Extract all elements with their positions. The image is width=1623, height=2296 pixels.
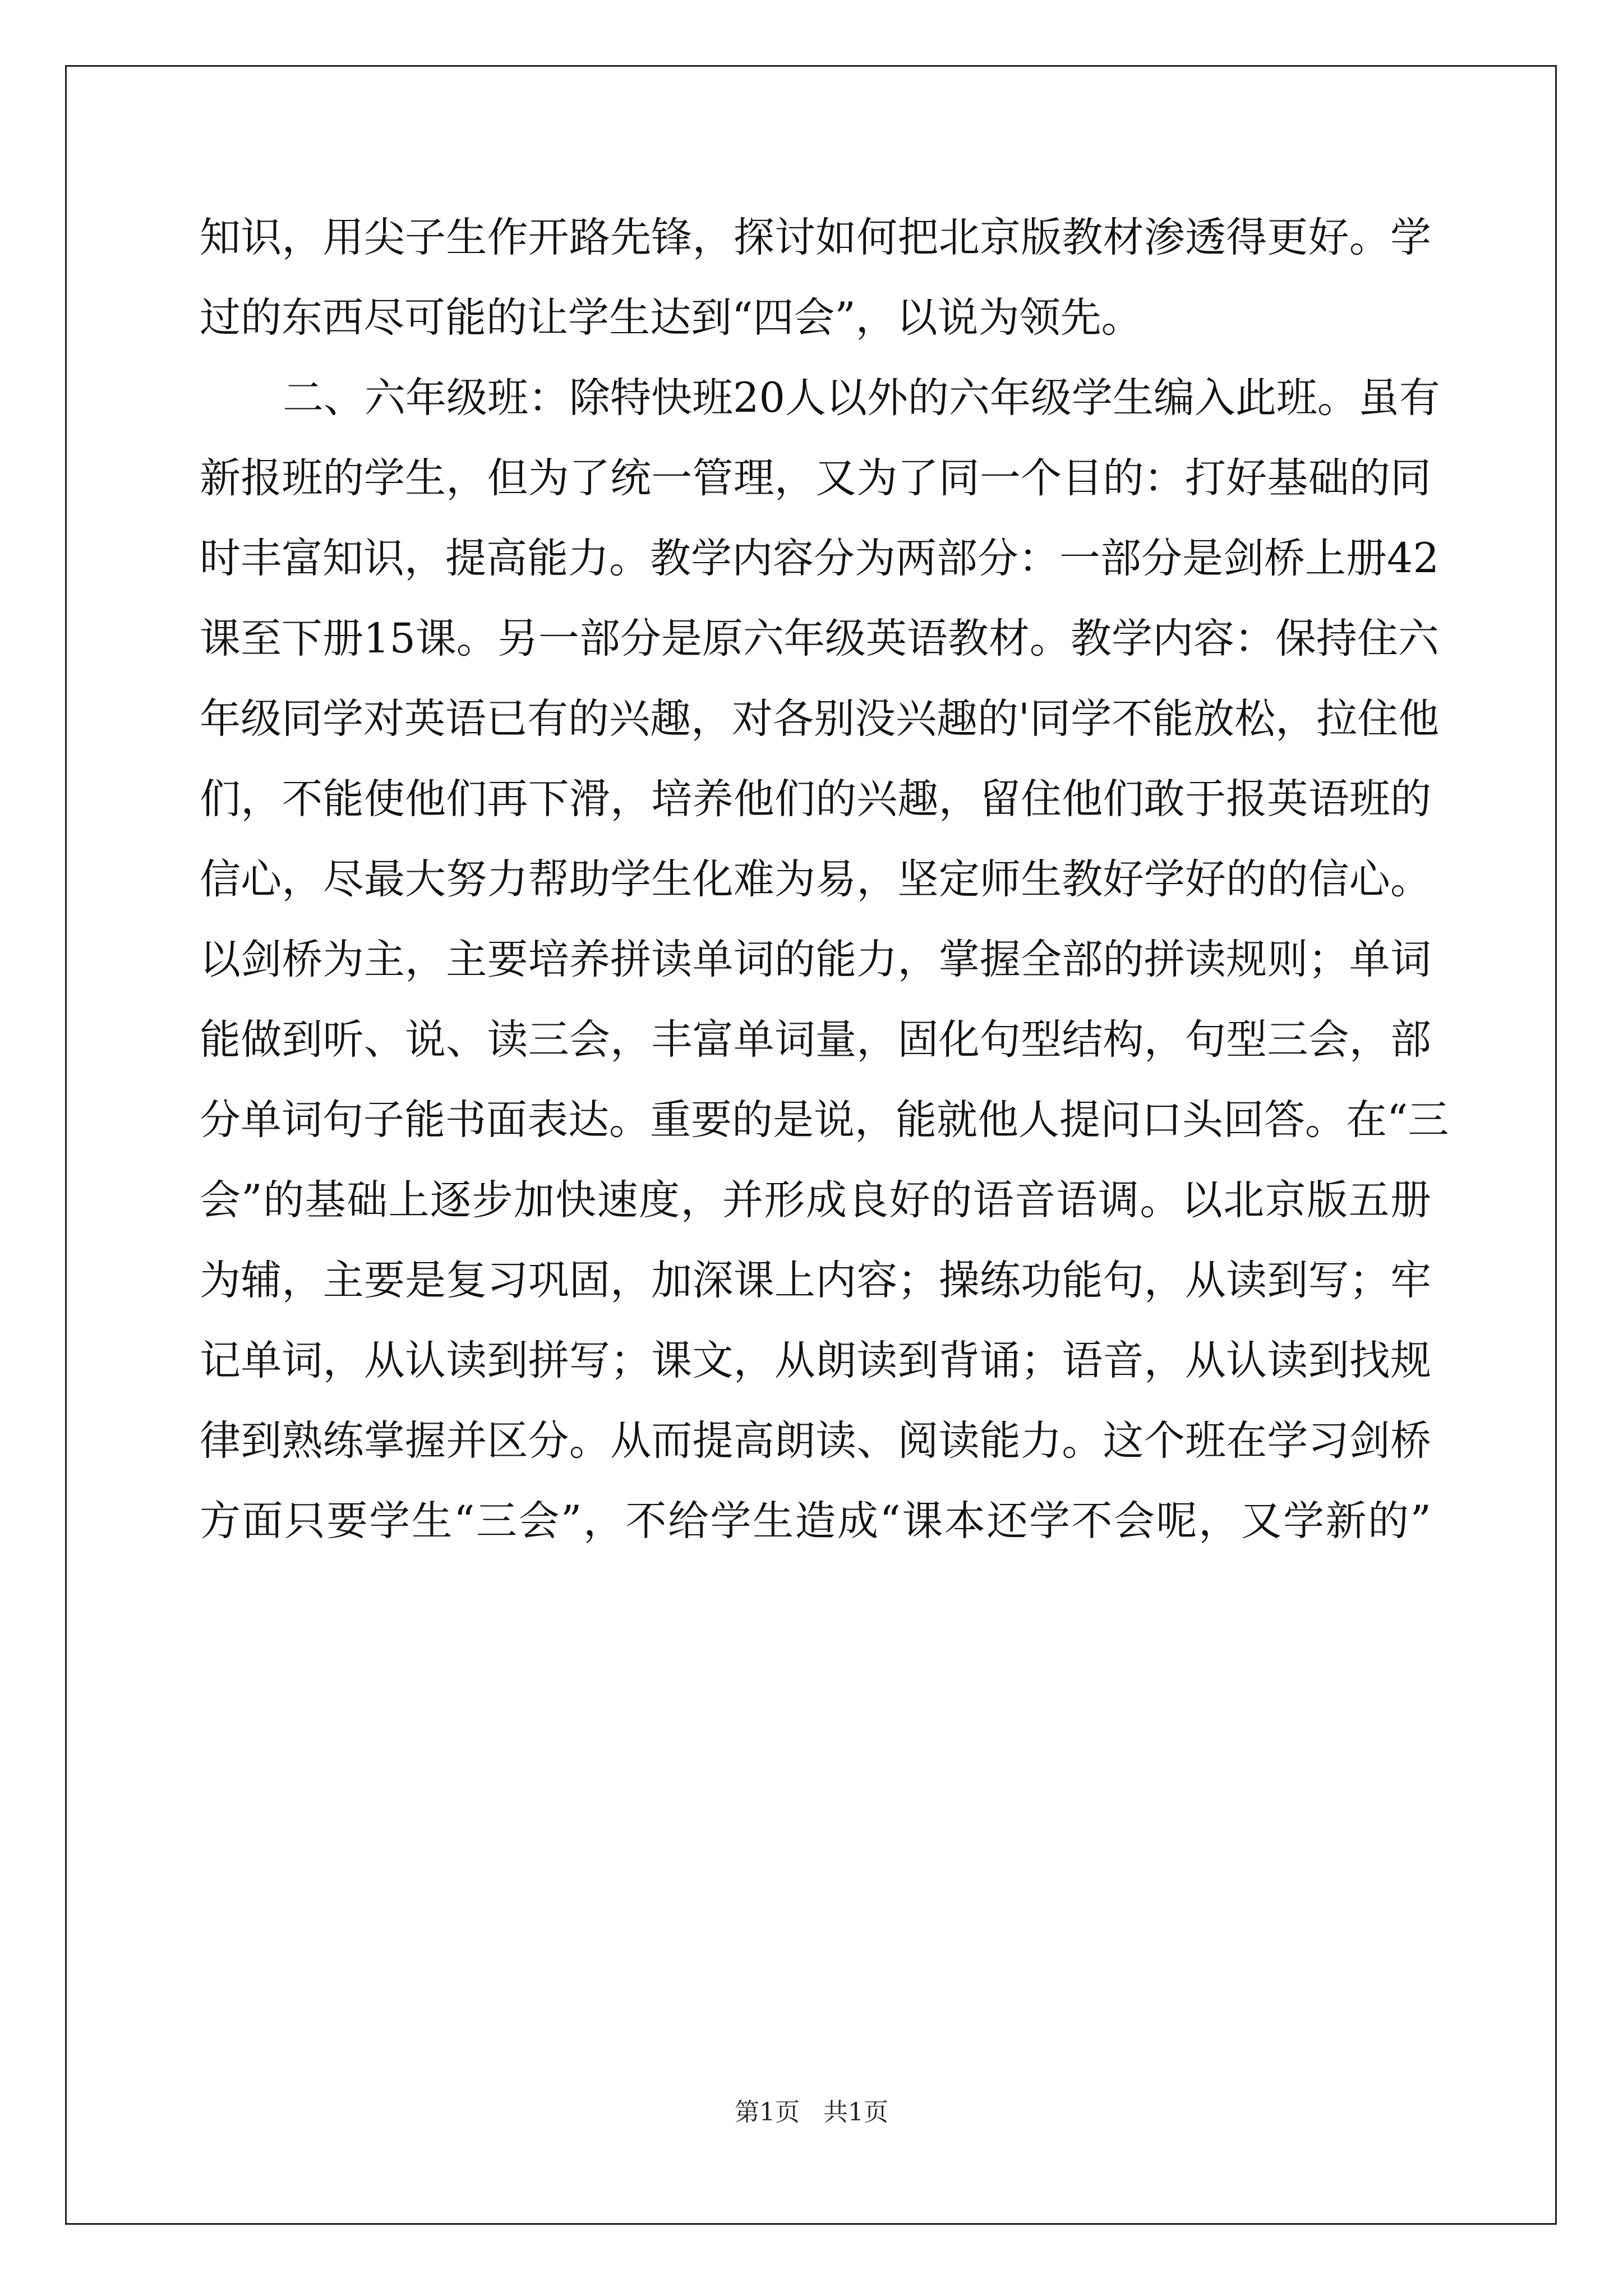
text-line: 新报班的学生，但为了统一管理，又为了同一个目的：打好基础的同: [200, 454, 1431, 502]
text-line: 课至下册15课。另一部分是原六年级英语教材。教学内容：保持住六: [200, 615, 1439, 662]
text-line: 为辅，主要是复习巩固，加深课上内容；操练功能句，从读到写；牢: [200, 1257, 1431, 1304]
text-line: 会”的基础上逐步加快速度，并形成良好的语音语调。以北京版五册: [200, 1176, 1431, 1224]
text-line: 二、六年级班：除特快班20人以外的六年级学生编入此班。虽有: [283, 374, 1440, 422]
text-line: 能做到听、说、读三会，丰富单词量，固化句型结构，句型三会，部: [200, 1016, 1431, 1064]
document-body: [200, 197, 1449, 1561]
text-line: 方面只要学生“三会”，不给学生造成“课本还学不会呢，又学新的”: [200, 1497, 1431, 1545]
text-line: 分单词句子能书面表达。重要的是说，能就他人提问口头回答。在“三: [200, 1096, 1449, 1144]
paragraph-2: [200, 358, 1449, 1561]
text-line: 过的东西尽可能的让学生达到“四会”，以说为领先。: [200, 294, 1142, 342]
text-line: 年级同学对英语已有的兴趣，对各别没兴趣的'同学不能放松，拉住他: [200, 695, 1440, 743]
text-line: 们，不能使他们再下滑，培养他们的兴趣，留住他们敢于报英语班的: [200, 775, 1431, 823]
page-number: 第1页: [735, 2098, 800, 2127]
text-line: 记单词，从认读到拼写；课文，从朗读到背诵；语音，从认读到找规: [200, 1337, 1431, 1384]
page-total: 共1页: [823, 2098, 888, 2127]
text-line: 时丰富知识，提高能力。教学内容分为两部分：一部分是剑桥上册42: [200, 535, 1439, 582]
page-footer: [0, 2097, 1623, 2128]
text-line: 信心，尽最大努力帮助学生化难为易，坚定师生教好学好的的信心。: [200, 855, 1431, 903]
text-line: 以剑桥为主，主要培养拼读单词的能力，掌握全部的拼读规则；单词: [200, 936, 1431, 983]
text-line: 律到熟练掌握并区分。从而提高朗读、阅读能力。这个班在学习剑桥: [200, 1417, 1431, 1465]
text-line: 知识，用尖子生作开路先锋，探讨如何把北京版教材渗透得更好。学: [200, 214, 1431, 261]
paragraph-1: [200, 197, 1431, 358]
